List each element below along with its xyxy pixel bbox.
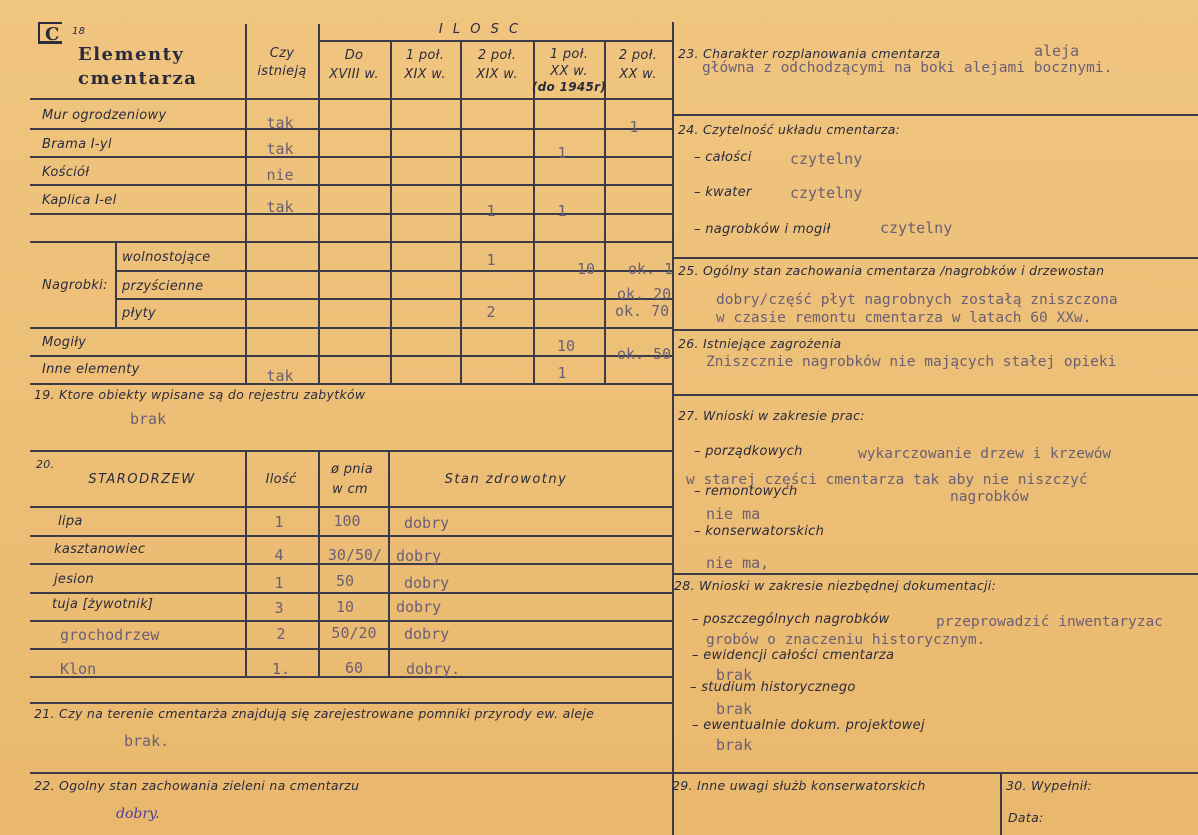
rule xyxy=(30,156,672,158)
rule xyxy=(672,257,1198,259)
rule xyxy=(672,573,1198,575)
works-value: nagrobków xyxy=(950,489,1029,505)
tree-name: grochodrzew xyxy=(60,626,160,644)
tree-qty: 1. xyxy=(271,660,291,678)
section-25-value: dobry/część płyt nagrobnych zostałą zniszczona xyxy=(716,292,1118,308)
tree-dia: 50/20 xyxy=(331,624,377,642)
exists-value: tak xyxy=(266,140,294,158)
tree-name: kasztanowiec xyxy=(54,542,146,557)
rule xyxy=(672,22,674,835)
docs-label: – studium historycznego xyxy=(690,680,856,695)
docs-value: brak xyxy=(716,666,753,684)
section-28-label: 28. Wnioski w zakresie niezbędnej dokumentacji: xyxy=(674,578,997,593)
row-label: Inne elementy xyxy=(42,362,140,377)
period-header: XIX w. xyxy=(476,67,518,82)
docs-value: brak xyxy=(716,700,753,718)
tree-dia: 50 xyxy=(335,572,355,590)
trees-header-health: Stan zdrowotny xyxy=(444,472,568,487)
cell-value: 1 xyxy=(486,251,496,269)
section-23-value: główna z odchodzącymi na boki alejami bocznymi. xyxy=(702,60,1113,76)
tree-dia: 60 xyxy=(344,659,364,677)
cell-value: 10 xyxy=(556,337,576,355)
period-header: XIX w. xyxy=(404,67,446,82)
section-21-value: brak. xyxy=(124,732,170,750)
section-27-label: 27. Wnioski w zakresie prac: xyxy=(678,408,865,423)
period-header: (do 1945r) xyxy=(531,80,607,94)
exists-value: tak xyxy=(266,114,294,132)
rule xyxy=(388,450,390,676)
tree-name: Klon xyxy=(60,660,97,678)
rule xyxy=(1000,772,1002,835)
trees-header-dia: w cm xyxy=(332,482,368,497)
row-label: przyścienne xyxy=(122,279,204,294)
rule xyxy=(30,648,672,650)
tree-qty: 2 xyxy=(276,625,286,643)
section-26-label: 26. Istniejące zagrożenia xyxy=(678,336,842,351)
rule xyxy=(30,98,672,100)
period-header: 1 poł. xyxy=(405,48,445,63)
row-label: Mur ogrodzeniowy xyxy=(42,108,167,123)
section-26-value: Zniszcznie nagrobków nie mających stałej opieki xyxy=(706,354,1117,370)
row-label: Kościół xyxy=(42,165,90,180)
rule xyxy=(30,620,672,622)
period-header: Do xyxy=(344,48,364,63)
rule xyxy=(672,329,1198,331)
rule xyxy=(30,327,672,329)
works-value: w starej części cmentarza tak aby nie niszczyć xyxy=(686,472,1088,488)
works-value: nie ma, xyxy=(706,554,770,572)
cell-value: 1 xyxy=(557,202,567,220)
rule xyxy=(30,506,672,508)
docs-label: – ewidencji całości cmentarza xyxy=(692,648,895,663)
rule xyxy=(30,702,672,704)
tree-dia: 30/50/ xyxy=(327,546,383,564)
rule xyxy=(672,394,1198,396)
tree-health: dobry xyxy=(396,547,442,565)
rule xyxy=(245,450,247,676)
rule xyxy=(318,24,320,383)
rule xyxy=(245,24,247,383)
cell-value: 1 xyxy=(557,144,567,162)
docs-label: – poszczególnych nagrobków xyxy=(692,612,890,627)
section-25-label: 25. Ogólny stan zachowania cmentarza /nagrobków i drzewostan xyxy=(678,263,1105,278)
works-label: – konserwatorskich xyxy=(694,524,825,539)
readability-label: – kwater xyxy=(694,185,752,200)
section-23-value: aleja xyxy=(1034,42,1080,60)
exists-value: tak xyxy=(266,367,294,385)
tree-name: tuja [żywotnik] xyxy=(52,597,154,612)
section-23-label: 23. Charakter rozplanowania cmentarza xyxy=(678,46,941,61)
date-label: Data: xyxy=(1008,810,1044,825)
tree-dia: 10 xyxy=(335,598,355,616)
ilosc-header: I L O S C xyxy=(438,22,522,37)
tree-health: dobry xyxy=(404,574,450,592)
rule xyxy=(318,40,672,42)
rule xyxy=(30,128,672,130)
tree-name: lipa xyxy=(58,514,83,529)
section-22-value: dobry. xyxy=(116,806,160,822)
rule xyxy=(30,213,672,215)
works-label: – remontowych xyxy=(694,484,798,499)
period-header: XX w. xyxy=(550,64,588,79)
cell-value: 1 xyxy=(557,364,567,382)
section-19-label: 19. Ktore obiekty wpisane są do rejestru zabytków xyxy=(34,387,366,402)
rule xyxy=(115,241,117,327)
works-value: wykarczowanie drzew i krzewów xyxy=(858,446,1112,462)
row-label: płyty xyxy=(122,306,156,321)
readability-value: czytelny xyxy=(880,219,953,237)
works-value: nie ma xyxy=(706,505,761,523)
rule xyxy=(390,40,392,383)
docs-label: – ewentualnie dokum. projektowej xyxy=(692,718,925,733)
section-24-label: 24. Czytelność układu cmentarza: xyxy=(678,122,901,137)
rule xyxy=(115,298,672,300)
tree-qty: 3 xyxy=(274,599,284,617)
section-29-label: 29. Inne uwagi służb konserwatorskich xyxy=(672,778,926,793)
row-label: Mogiły xyxy=(42,335,87,350)
cell-value: ok. 70 xyxy=(615,302,670,320)
section-21-label: 21. Czy na terenie cmentarża znajdują się zarejestrowane pomniki przyrody ew. aleje xyxy=(34,706,595,721)
row-label: wolnostojące xyxy=(122,250,211,265)
rule xyxy=(30,184,672,186)
trees-header-dia: ø pnia xyxy=(331,462,373,477)
row-label: Brama I-yl xyxy=(42,137,112,152)
rule xyxy=(30,383,672,385)
tree-health: dobry xyxy=(396,598,442,616)
tree-qty: 1 xyxy=(274,574,284,592)
cell-value: 1 xyxy=(486,202,496,220)
rule xyxy=(318,450,320,676)
cell-value: 2 xyxy=(486,303,496,321)
rule xyxy=(672,114,1198,116)
cell-value: ok. 50 xyxy=(617,345,672,363)
cell-value: 1 xyxy=(629,118,639,136)
tree-health: dobry xyxy=(404,514,450,532)
nagrobki-label: Nagrobki: xyxy=(42,278,108,293)
tree-dia: 100 xyxy=(333,512,361,530)
section-20-num: 20. xyxy=(36,458,55,471)
cell-value: ok. 20 xyxy=(617,285,672,303)
readability-label: – nagrobków i mogił xyxy=(694,222,831,237)
section-sup: 18 xyxy=(72,26,86,37)
row-label: Kaplica I-el xyxy=(42,193,117,208)
docs-value: grobów o znaczeniu historycznym. xyxy=(706,632,986,648)
trees-header-qty: Ilość xyxy=(265,472,297,487)
czy-header: Czy xyxy=(269,46,295,61)
tree-qty: 1 xyxy=(274,513,284,531)
rule xyxy=(30,241,672,243)
period-header: XX w. xyxy=(619,67,657,82)
docs-value: przeprowadzić inwentaryzac xyxy=(936,614,1163,630)
works-label: – porządkowych xyxy=(694,444,803,459)
docs-value: brak xyxy=(716,736,753,754)
exists-value: nie xyxy=(266,166,294,184)
cell-value: ok. 1 xyxy=(628,260,674,278)
cell-value: 10 xyxy=(576,260,596,278)
section-25-value: w czasie remontu cmentarza w latach 60 XXw. xyxy=(716,310,1092,326)
rule xyxy=(30,592,672,594)
tree-name: jesion xyxy=(54,572,94,587)
rule xyxy=(672,772,1198,774)
period-header: XVIII w. xyxy=(329,67,379,82)
trees-header-name: STARODRZEW xyxy=(88,472,196,487)
period-header: 1 poł. xyxy=(549,47,589,62)
readability-value: czytelny xyxy=(790,150,863,168)
section-30-label: 30. Wypełnił: xyxy=(1006,778,1092,793)
readability-value: czytelny xyxy=(790,184,863,202)
section-19-value: brak xyxy=(130,410,167,428)
czy-header: istnieją xyxy=(257,64,307,79)
rule xyxy=(30,772,672,774)
rule xyxy=(30,355,672,357)
period-header: 2 poł. xyxy=(477,48,517,63)
page-title-line1: Elementy xyxy=(78,44,185,65)
tree-health: dobry xyxy=(404,625,450,643)
rule xyxy=(30,450,672,452)
tree-qty: 4 xyxy=(274,546,284,564)
readability-label: – całości xyxy=(694,150,752,165)
page-title-line2: cmentarza xyxy=(78,68,198,89)
exists-value: tak xyxy=(266,198,294,216)
rule xyxy=(30,535,672,537)
section-22-label: 22. Ogolny stan zachowania zieleni na cmentarzu xyxy=(34,778,360,793)
section-letter: C xyxy=(38,22,62,44)
tree-health: dobry. xyxy=(406,660,461,678)
rule xyxy=(460,40,462,383)
period-header: 2 poł. xyxy=(618,48,658,63)
